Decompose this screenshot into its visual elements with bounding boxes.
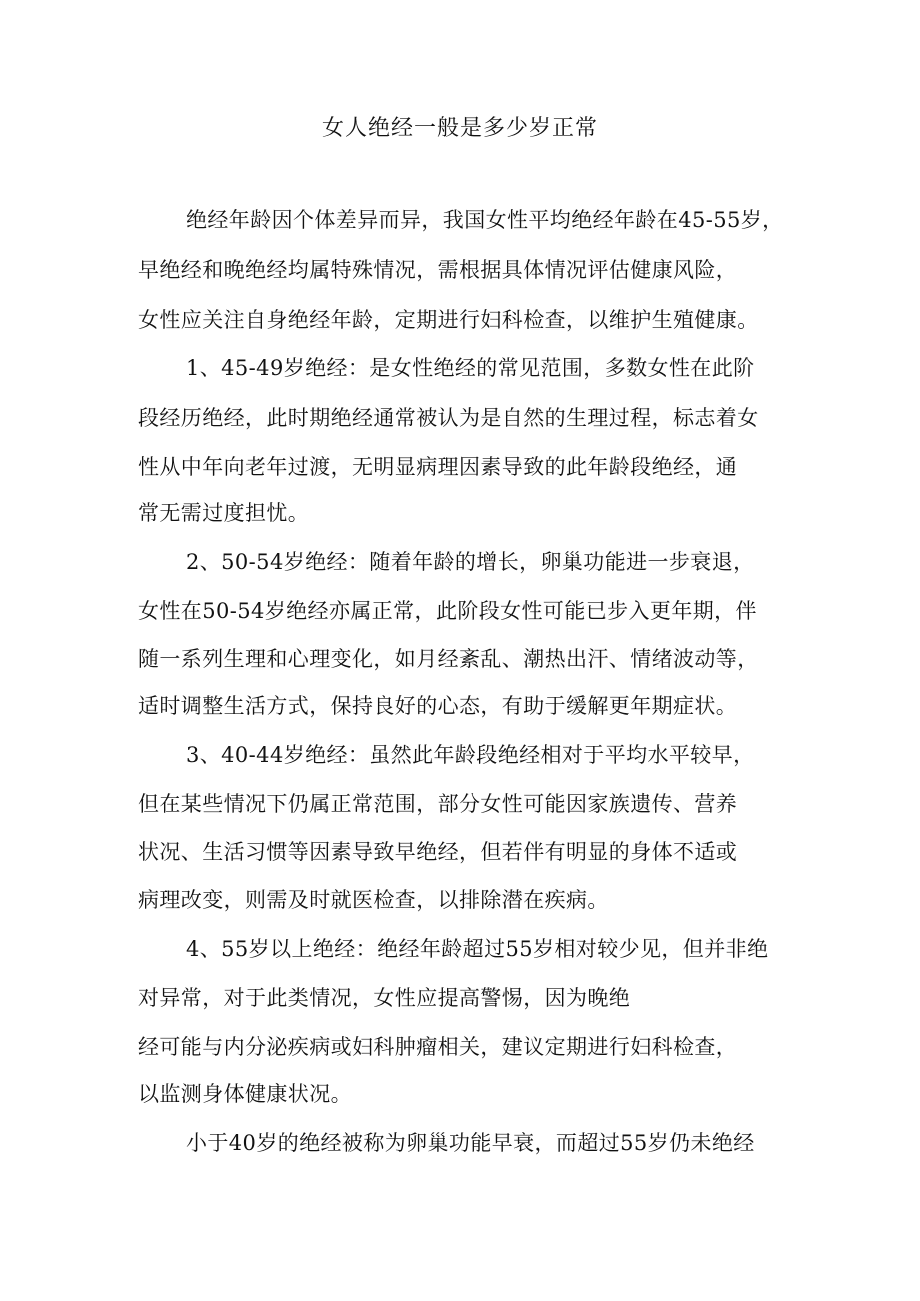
paragraph-line: 适时调整生活方式，保持良好的心态，有助于缓解更年期症状。 <box>138 694 738 718</box>
paragraph-line: 经可能与内分泌疾病或妇科肿瘤相关，建议定期进行妇科检查， <box>138 1035 738 1059</box>
paragraph-line: 性从中年向老年过渡，无明显病理因素导致的此年龄段绝经，通 <box>138 455 738 479</box>
paragraph-line: 随一系列生理和心理变化，如月经紊乱、潮热出汗、情绪波动等， <box>138 647 759 671</box>
paragraph-line: 但在某些情况下仍属正常范围，部分女性可能因家族遗传、营养 <box>138 792 738 816</box>
paragraph-line: 女性应关注自身绝经年龄，定期进行妇科检查，以维护生殖健康。 <box>138 308 759 332</box>
paragraph-line: 以监测身体健康状况。 <box>138 1082 352 1106</box>
paragraph-line: 4、55岁以上绝经：绝经年龄超过55岁相对较少见，但并非绝 <box>186 937 769 961</box>
paragraph-line: 小于40岁的绝经被称为卵巢功能早衰，而超过55岁仍未绝经 <box>186 1131 755 1155</box>
paragraph-line: 绝经年龄因个体差异而异，我国女性平均绝经年龄在45-55岁， <box>186 208 784 232</box>
paragraph-line: 段经历绝经，此时期绝经通常被认为是自然的生理过程，标志着女 <box>138 406 759 430</box>
paragraph-line: 3、40-44岁绝经：虽然此年龄段绝经相对于平均水平较早， <box>186 743 755 767</box>
document-title: 女人绝经一般是多少岁正常 <box>321 116 598 141</box>
paragraph-line: 1、45-49岁绝经：是女性绝经的常见范围，多数女性在此阶 <box>186 356 755 380</box>
paragraph-line: 状况、生活习惯等因素导致早绝经，但若伴有明显的身体不适或 <box>138 840 738 864</box>
paragraph-line: 2、50-54岁绝经：随着年龄的增长，卵巢功能进一步衰退， <box>186 550 755 574</box>
paragraph-line: 对异常，对于此类情况，女性应提高警惕，因为晚绝 <box>138 986 631 1010</box>
paragraph-line: 常无需过度担忧。 <box>138 501 310 525</box>
paragraph-line: 早绝经和晚绝经均属特殊情况，需根据具体情况评估健康风险， <box>138 258 738 282</box>
paragraph-line: 女性在50-54岁绝经亦属正常，此阶段女性可能已步入更年期，伴 <box>138 599 757 623</box>
paragraph-line: 病理改变，则需及时就医检查，以排除潜在疾病。 <box>138 888 609 912</box>
